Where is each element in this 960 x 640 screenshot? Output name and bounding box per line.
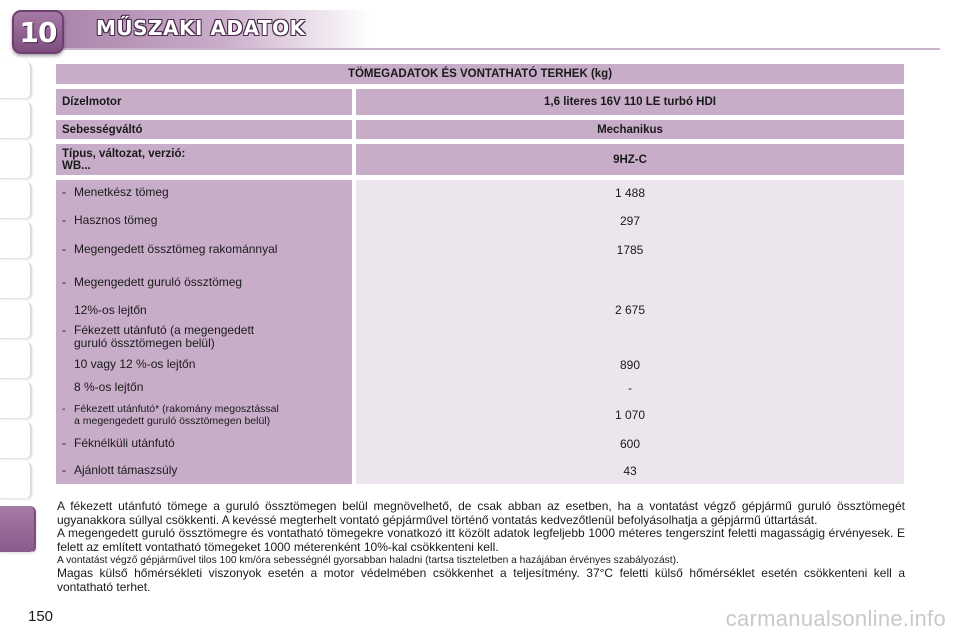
row-value-12pct: 2 675 xyxy=(614,303,646,317)
side-tab-4[interactable] xyxy=(0,182,32,219)
side-tab-3[interactable] xyxy=(0,142,32,179)
row-value-10-12pct: 890 xyxy=(619,358,641,372)
row-label-gross-weight: - Megengedett össztömeg rakománnyal xyxy=(62,242,278,256)
row-value-8pct: - xyxy=(628,381,632,395)
watermark: carmanualsonline.info xyxy=(725,606,946,631)
notes-text xyxy=(57,500,905,595)
row-label-10-12pct: 10 vagy 12 %-os lejtőn xyxy=(74,357,196,371)
row-value-curb-weight: 1 488 xyxy=(614,186,646,200)
row-label-unbraked-trailer: - Féknélküli utánfutó xyxy=(62,436,175,450)
side-tab-9[interactable] xyxy=(0,382,32,419)
row-value-braked-trailer-shared: 1 070 xyxy=(614,408,646,422)
row-label-curb-weight: - Menetkész tömeg xyxy=(62,185,169,199)
type-label xyxy=(56,144,352,175)
row-label-nose-weight: - Ajánlott támaszsúly xyxy=(62,463,178,477)
chapter-title: MŰSZAKI ADATOK xyxy=(96,16,306,40)
header-rule xyxy=(40,48,940,50)
type-label-line-2: WB... xyxy=(62,159,91,172)
gearbox-value: Mechanikus xyxy=(356,120,904,139)
chapter-number: 10 xyxy=(19,15,57,49)
page-header xyxy=(0,0,960,58)
side-tab-11[interactable] xyxy=(0,462,32,499)
row-label-braked-trailer: - Fékezett utánfutó (a megengedett guruló össztömegen belül) xyxy=(62,323,255,350)
gearbox-label: Sebességváltó xyxy=(56,120,352,139)
type-value: 9HZ-C xyxy=(356,144,904,175)
side-tab-5[interactable] xyxy=(0,222,32,259)
table-title: TÖMEGADATOK ÉS VONTATHATÓ TERHEK (kg) xyxy=(56,64,904,84)
chapter-badge xyxy=(12,10,64,54)
row-label-8pct: 8 %-os lejtőn xyxy=(74,380,144,394)
row-value-gross-weight: 1785 xyxy=(616,243,644,257)
row-value-unbraked-trailer: 600 xyxy=(619,437,641,451)
type-label-line-1: Típus, változat, verzió: xyxy=(62,147,186,160)
engine-value: 1,6 literes 16V 110 LE turbó HDI xyxy=(356,89,904,115)
side-tab-7[interactable] xyxy=(0,302,32,339)
side-tab-2[interactable] xyxy=(0,102,32,139)
row-label-12pct: 12%-os lejtőn xyxy=(74,303,147,317)
side-tab-6[interactable] xyxy=(0,262,32,299)
side-tab-active[interactable] xyxy=(0,506,36,553)
row-label-train-weight: - Megengedett guruló össztömeg xyxy=(62,275,243,289)
page-number: 150 xyxy=(28,608,54,625)
note-paragraph-1: A fékezett utánfutó tömege a guruló össztömegen belül megnövelhető, de csak abban az esetben, ha a vontatást végző gépjármű guruló össztömegét ugyanakkora súllyal csökkenti. A kevéssé megterhelt vontató gépjárművel történő vontatás kedvezőtlenül befolyásolhatja a gépjármű úttartását. xyxy=(57,499,905,527)
note-paragraph-4: Magas külső hőmérsékleti viszonyok esetén a motor védelmében csökkenhet a teljesítmény. 37°C feletti külső hőmérséklet esetén csökkenteni kell a vontatható terhet. xyxy=(57,566,905,594)
engine-label: Dízelmotor xyxy=(56,89,352,115)
side-tabs xyxy=(0,62,36,562)
row-label-payload: - Hasznos tömeg xyxy=(62,213,158,227)
row-value-payload: 297 xyxy=(619,214,641,228)
side-tab-1[interactable] xyxy=(0,62,32,99)
side-tab-10[interactable] xyxy=(0,422,32,459)
note-paragraph-2: A megengedett guruló össztömegre és vontatható tömegekre vonatkozó itt közölt adatok legfeljebb 1000 méteres tengerszint feletti magasságig érvényesek. E felett az említett vontatható tömegeket 1000 méterenként 10%-kal csökkenteni kell. xyxy=(57,526,905,554)
row-label-braked-trailer-shared: - Fékezett utánfutó* (rakomány megosztással a megengedett guruló össztömegen belül) xyxy=(62,403,279,427)
row-value-nose-weight: 43 xyxy=(623,464,637,478)
note-paragraph-3: A vontatást végző gépjárművel tilos 100 km/óra sebességnél gyorsabban haladni (tartsa tiszteletben a hazájában érvényes szabályozást). xyxy=(57,555,679,567)
side-tab-8[interactable] xyxy=(0,342,32,379)
